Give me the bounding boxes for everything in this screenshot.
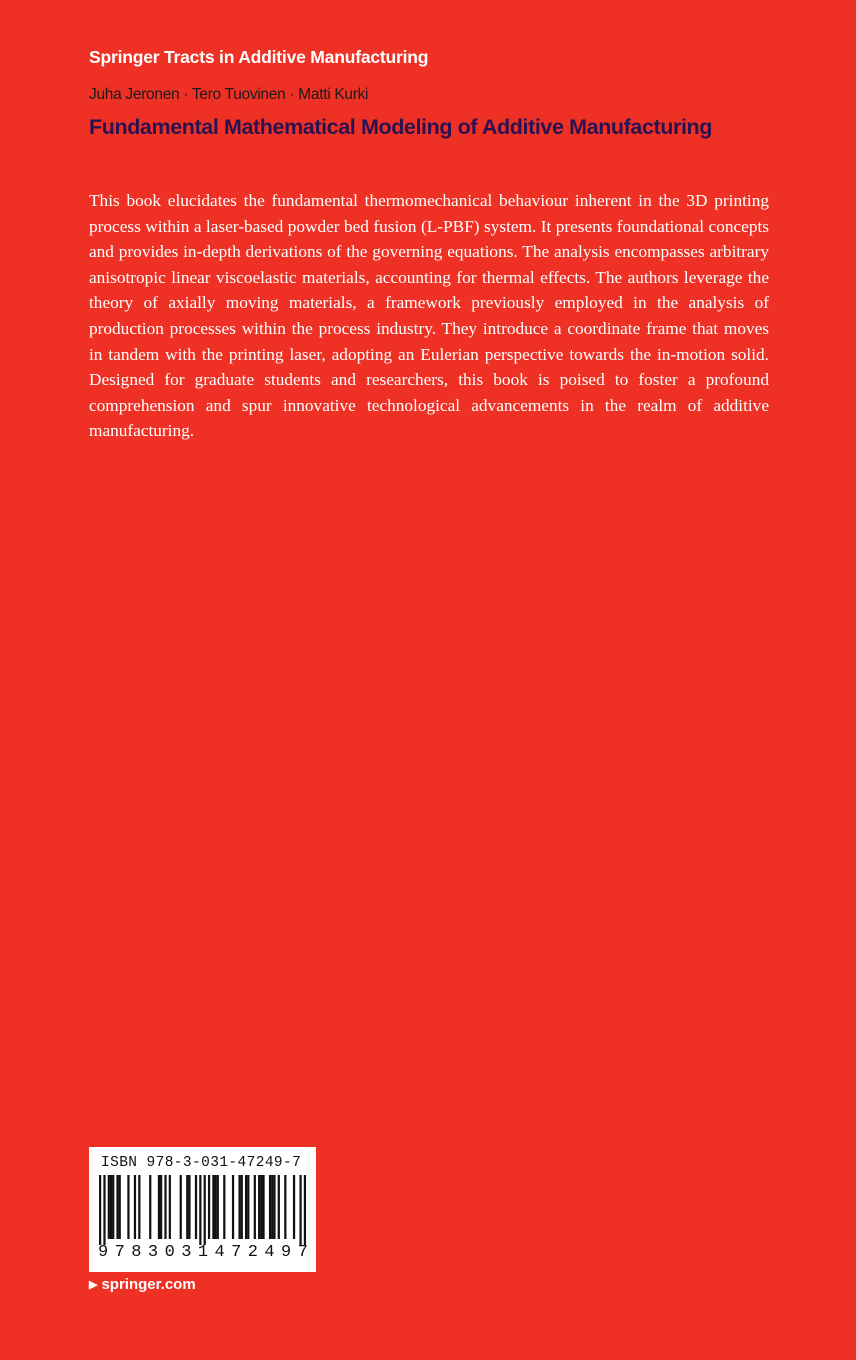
barcode-bar <box>195 1175 197 1239</box>
barcode-bar <box>212 1175 214 1239</box>
triangle-right-icon: ▶ <box>89 1279 98 1291</box>
barcode-bar <box>304 1175 306 1245</box>
barcode-bar <box>238 1175 240 1239</box>
barcode-bar <box>271 1175 273 1239</box>
barcode-bar <box>180 1175 182 1239</box>
barcode-digit: 4 <box>264 1243 275 1262</box>
barcode-digit: 7 <box>114 1243 125 1262</box>
barcode-digit: 0 <box>164 1243 175 1262</box>
barcode-bars <box>99 1175 306 1245</box>
barcode-bar <box>254 1175 256 1239</box>
barcode-bar <box>149 1175 151 1239</box>
barcode-bar <box>134 1175 136 1239</box>
barcode-bar <box>204 1175 206 1245</box>
barcode-bar <box>188 1175 190 1239</box>
website-link[interactable] <box>89 1276 196 1293</box>
barcode-bar <box>160 1175 162 1239</box>
barcode-bar <box>99 1175 101 1245</box>
barcode-bar <box>269 1175 271 1239</box>
barcode-bar <box>293 1175 295 1239</box>
author-list: Juha Jeronen · Tero Tuovinen · Matti Kurki <box>89 86 369 103</box>
barcode-bar <box>103 1175 105 1245</box>
barcode-digit: 7 <box>297 1243 308 1262</box>
barcode-bar <box>127 1175 129 1239</box>
barcode-bar <box>108 1175 110 1239</box>
barcode-digit: 4 <box>214 1243 225 1262</box>
barcode-bar <box>164 1175 166 1239</box>
barcode-digit: 2 <box>247 1243 258 1262</box>
book-title: Fundamental Mathematical Modeling of Additive Manufacturing <box>89 115 713 139</box>
barcode-bar <box>138 1175 140 1239</box>
barcode-bar <box>186 1175 188 1239</box>
barcode-digit: 3 <box>147 1243 159 1262</box>
barcode-bar <box>273 1175 275 1239</box>
barcode-bar <box>245 1175 247 1239</box>
barcode-bar <box>247 1175 249 1239</box>
barcode-bar <box>258 1175 260 1239</box>
barcode-bar <box>223 1175 225 1239</box>
barcode-digit: 1 <box>197 1243 209 1262</box>
barcode-bar <box>119 1175 121 1239</box>
barcode-bar <box>116 1175 118 1239</box>
barcode-digit: 3 <box>181 1243 192 1262</box>
barcode-bar <box>262 1175 264 1239</box>
barcode-bar <box>158 1175 160 1239</box>
website-text: springer.com <box>101 1276 196 1293</box>
isbn-label: ISBN 978-3-031-47249-7 <box>101 1155 302 1171</box>
barcode-bar <box>241 1175 243 1239</box>
barcode-bar <box>278 1175 280 1239</box>
barcode-digit: 7 <box>231 1243 242 1262</box>
barcode-digit: 9 <box>281 1243 292 1262</box>
barcode-bar <box>232 1175 234 1239</box>
barcode-bar <box>217 1175 219 1239</box>
barcode-digit: 9 <box>98 1243 109 1262</box>
barcode-bar <box>169 1175 171 1239</box>
barcode-digit: 8 <box>131 1243 142 1262</box>
barcode-digits <box>98 1243 308 1262</box>
barcode-bar <box>260 1175 262 1239</box>
barcode-bar <box>199 1175 201 1245</box>
barcode-bar <box>110 1175 112 1239</box>
barcode-box <box>89 1147 316 1272</box>
series-name: Springer Tracts in Additive Manufacturing <box>89 47 429 67</box>
book-description: This book elucidates the fundamental thermomechanical behaviour inherent in the 3D printing process within a laser-based powder bed fusion (L-PBF) system. It presents foundational concepts and provides in-depth derivations of the governing equations. The analysis encompasses arbitrary anisotropic linear viscoelastic materials, accounting for thermal effects. The authors leverage the theory of axially moving materials, a framework previously employed in the analysis of production processes within the process industry. They introduce a coordinate frame that moves in tandem with the printing laser, adopting an Eulerian perspective towards the in-motion solid. Designed for graduate students and researchers, this book is poised to foster a profound comprehension and spur innovative technological advancements in the realm of additive manufacturing. <box>89 191 769 441</box>
barcode-bar <box>284 1175 286 1239</box>
barcode-bar <box>214 1175 216 1239</box>
barcode-bar <box>112 1175 114 1239</box>
barcode-bar <box>208 1175 210 1239</box>
barcode-bar <box>299 1175 301 1245</box>
